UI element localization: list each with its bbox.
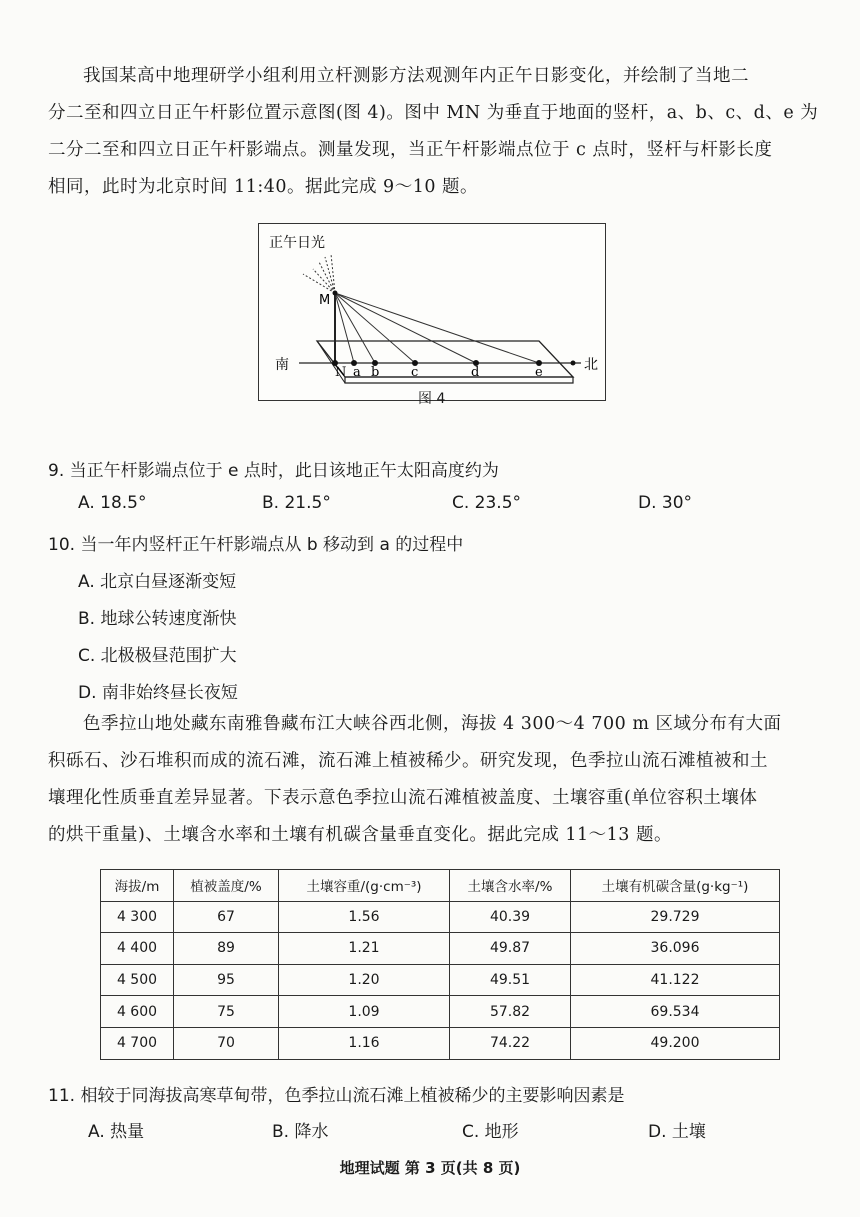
sunlight-rays: [303, 254, 335, 293]
south-label: 南: [275, 357, 289, 373]
table-cell: 49.51: [450, 964, 571, 996]
q9-option-a[interactable]: A. 18.5°: [78, 493, 147, 513]
sunlight-label: 正午日光: [269, 235, 325, 251]
table-row: [101, 996, 780, 1028]
table-cell: 40.39: [450, 901, 571, 933]
question-9-stem: 9. 当正午杆影端点位于 e 点时，此日该地正午太阳高度约为: [48, 461, 499, 481]
col-header-altitude: 海拔/m: [101, 870, 174, 902]
table-cell: 36.096: [571, 933, 780, 965]
question-10-stem: 10. 当一年内竖杆正午杆影端点从 b 移动到 a 的过程中: [48, 535, 464, 555]
question-11-stem: 11. 相较于同海拔高寒草甸带，色季拉山流石滩上植被稀少的主要影响因素是: [48, 1086, 625, 1106]
q10-option-c[interactable]: C. 北极极昼范围扩大: [78, 646, 237, 666]
passage-line: 我国某高中地理研学小组利用立杆测影方法观测年内正午日影变化，并绘制了当地二: [83, 66, 749, 86]
col-header-organic-carbon: 土壤有机碳含量(g·kg⁻¹): [571, 870, 780, 902]
point-a-label: a: [353, 365, 361, 380]
point-e-label: e: [535, 365, 543, 380]
q11-option-b[interactable]: B. 降水: [272, 1122, 329, 1142]
table-cell: 57.82: [450, 996, 571, 1028]
table-cell: 41.122: [571, 964, 780, 996]
point-c-label: c: [411, 365, 419, 380]
table-cell: 4 400: [101, 933, 174, 965]
table-cell: 70: [174, 1027, 279, 1059]
table-cell: 1.16: [279, 1027, 450, 1059]
table-row: [101, 901, 780, 933]
table-cell: 95: [174, 964, 279, 996]
table-cell: 1.21: [279, 933, 450, 965]
table-cell: 74.22: [450, 1027, 571, 1059]
q11-option-c[interactable]: C. 地形: [462, 1122, 519, 1142]
q9-option-c[interactable]: C. 23.5°: [452, 493, 522, 513]
point-d-label: d: [471, 365, 480, 380]
table-cell: 49.200: [571, 1027, 780, 1059]
passage-intro-11-13: [48, 706, 782, 854]
passage-line: 积砾石、沙石堆积而成的流石滩，流石滩上植被稀少。研究发现，色季拉山流石滩植被和土: [48, 751, 768, 771]
table-cell: 69.534: [571, 996, 780, 1028]
table-cell: 4 700: [101, 1027, 174, 1059]
table-cell: 1.56: [279, 901, 450, 933]
passage-line: 相同，此时为北京时间 11:40。据此完成 9～10 题。: [48, 177, 479, 197]
point-m-label: M: [319, 293, 331, 308]
table-header-row: [101, 870, 780, 902]
table-cell: 4 600: [101, 996, 174, 1028]
table-cell: 49.87: [450, 933, 571, 965]
q9-option-b[interactable]: B. 21.5°: [262, 493, 331, 513]
col-header-moisture: 土壤含水率/%: [450, 870, 571, 902]
table-row: [101, 933, 780, 965]
passage-line: 色季拉山地处藏东南雅鲁藏布江大峡谷西北侧，海拔 4 300～4 700 m 区域分布有大面: [83, 714, 782, 734]
q9-option-d[interactable]: D. 30°: [638, 493, 693, 513]
table-cell: 29.729: [571, 901, 780, 933]
point-b-label: b: [371, 365, 380, 380]
shadow-rays: [335, 293, 539, 363]
q10-option-a[interactable]: A. 北京白昼逐渐变短: [78, 572, 237, 592]
passage-line: 壤理化性质垂直差异显著。下表示意色季拉山流石滩植被盖度、土壤容重(单位容积土壤体: [48, 788, 758, 808]
table-cell: 67: [174, 901, 279, 933]
col-header-coverage: 植被盖度/%: [174, 870, 279, 902]
table-cell: 4 300: [101, 901, 174, 933]
passage-line: 的烘干重量)、土壤含水率和土壤有机碳含量垂直变化。据此完成 11～13 题。: [48, 825, 672, 845]
shadow-points: [332, 291, 576, 367]
q11-option-d[interactable]: D. 土壤: [648, 1122, 706, 1142]
point-n-label: N: [335, 365, 347, 380]
table-cell: 4 500: [101, 964, 174, 996]
passage-intro-9-10: [48, 58, 819, 206]
north-label: 北: [584, 357, 598, 373]
figure-caption: 图 4: [418, 391, 446, 407]
q10-option-b[interactable]: B. 地球公转速度渐快: [78, 609, 237, 629]
shadow-diagram-svg: [259, 224, 607, 402]
q11-option-a[interactable]: A. 热量: [88, 1122, 145, 1142]
q10-option-d[interactable]: D. 南非始终昼长夜短: [78, 683, 238, 703]
table-cell: 89: [174, 933, 279, 965]
soil-vegetation-table: [100, 869, 780, 1060]
passage-line: 二分二至和四立日正午杆影端点。测量发现，当正午杆影端点位于 c 点时，竖杆与杆影长度: [48, 140, 773, 160]
shadow-diagram: [258, 223, 606, 401]
table-row: [101, 1027, 780, 1059]
page-footer: 地理试题 第 3 页(共 8 页): [339, 1159, 521, 1177]
table-cell: 1.20: [279, 964, 450, 996]
passage-line: 分二至和四立日正午杆影位置示意图(图 4)。图中 MN 为垂直于地面的竖杆，a、b、c、d、e 为: [48, 103, 819, 123]
table-cell: 1.09: [279, 996, 450, 1028]
col-header-bulk-density: 土壤容重/(g·cm⁻³): [279, 870, 450, 902]
table-cell: 75: [174, 996, 279, 1028]
table-row: [101, 964, 780, 996]
